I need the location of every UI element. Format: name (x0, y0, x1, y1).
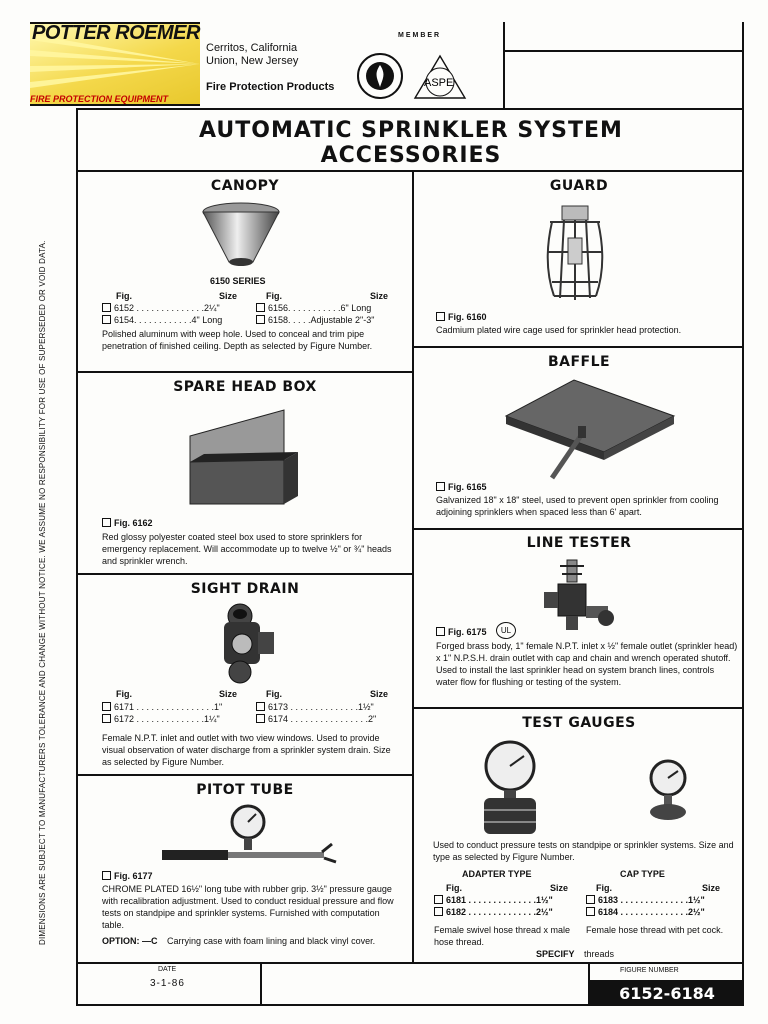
line-tester-fig: Fig. 6175 (436, 626, 487, 638)
gauge-row-6184: 6184 . . . . . . . . . . . . . .2½" (586, 906, 705, 918)
adapter-gauge-image (478, 740, 548, 838)
sight-drain-row-6174: 6174 . . . . . . . . . . . . . . . .2" (256, 713, 376, 725)
canopy-series: 6150 SERIES (210, 276, 266, 286)
specify-label: SPECIFY (536, 949, 575, 959)
test-gauges-title: TEST GAUGES (522, 715, 636, 731)
adapter-description: Female swivel hose thread x male hose thread. (434, 925, 571, 947)
sight-drain-size-header-2: Size (370, 689, 389, 699)
pitot-option-text: Carrying case with foam lining and black vinyl cover. (167, 936, 376, 946)
spare-head-box-title: SPARE HEAD BOX (173, 379, 317, 395)
guard-image (540, 198, 610, 303)
spare-head-box-description: Red glossy polyester coated steel box used to store sprinklers for emergency replacement. Will accommodate up to twelve ½" or ¾" heads and sprinkler wrench. (102, 532, 392, 566)
member-label: MEMBER (398, 32, 442, 39)
page-title-2: ACCESSORIES (320, 143, 502, 168)
spare-head-box-image (180, 406, 302, 510)
rule-left-1 (78, 371, 412, 373)
canopy-title: CANOPY (210, 178, 280, 194)
canopy-size-header-2: Size (370, 291, 389, 301)
rule-right-3 (414, 707, 744, 709)
sight-drain-row-6173: 6173 . . . . . . . . . . . . . .1½" (256, 701, 374, 713)
cap-description: Female hose thread with pet cock. (586, 925, 724, 935)
company-name: POTTER ROEMER (32, 22, 200, 44)
cap-gauge-image (644, 758, 692, 822)
cap-type-heading: CAP TYPE (620, 869, 665, 879)
gauge-row-6181: 6181 . . . . . . . . . . . . . .1½" (434, 894, 553, 906)
footer-divider-1 (260, 962, 262, 1006)
sight-drain-title: SIGHT DRAIN (190, 581, 300, 597)
member-seals (355, 52, 485, 102)
company-tagline: FIRE PROTECTION EQUIPMENT (30, 94, 169, 104)
gauges-fig-header: Fig. (446, 883, 462, 893)
line-tester-image (540, 556, 620, 636)
sight-drain-row-6171: 6171 . . . . . . . . . . . . . . . .1" (102, 701, 222, 713)
test-gauges-description: Used to conduct pressure tests on standpipe or sprinkler systems. Size and type as selected by Figure Number. (433, 840, 734, 862)
canopy-row-6152: 6152 . . . . . . . . . . . . . .2¼" (102, 302, 220, 314)
ul-listed-badge: UL (496, 622, 516, 639)
title-rule (76, 170, 744, 172)
pitot-tube-title: PITOT TUBE (196, 782, 294, 798)
products-label: Fire Protection Products (206, 81, 335, 93)
rule-right-2 (414, 528, 744, 530)
gauge-row-6182: 6182 . . . . . . . . . . . . . .2½" (434, 906, 553, 918)
address-line-2: Union, New Jersey (206, 55, 299, 67)
header-right-border (742, 22, 744, 110)
guard-description: Cadmium plated wire cage used for sprinkler head protection. (436, 325, 682, 335)
line-tester-description: Forged brass body, 1" female N.P.T. inlet x ½" female outlet (sprinkler head) x 1" N.P.S.H. drain outlet with cap and chain and wrench operated shutoff. Used to install the last sprinkler head on system branch lines, controls water flow for flushing or testing of the system. (436, 641, 738, 687)
sight-drain-description: Female N.P.T. inlet and outlet with two view windows. Used to provide visual observation of water discharge from a sprinkler system drain. Size as selected by Figure Number. (102, 733, 391, 767)
date-value: 3-1-86 (150, 978, 185, 989)
date-label: DATE (158, 966, 177, 973)
figure-number-range: 6152-6184 (590, 980, 744, 1006)
canopy-fig-header: Fig. (116, 291, 132, 301)
sight-drain-size-header: Size (219, 689, 238, 699)
canopy-size-header: Size (219, 291, 238, 301)
sight-drain-image (210, 602, 280, 684)
gauge-row-6183: 6183 . . . . . . . . . . . . . .1½" (586, 894, 705, 906)
pitot-option-label: OPTION: —C (102, 936, 158, 946)
pitot-tube-description: CHROME PLATED 16½" long tube with rubber grip. 3½" pressure gauge with recalibration adjustment. Used to conduct residual pressure and flow tests on standpipe and sprinkler systems. Furnished with computation table. (102, 884, 394, 930)
sight-drain-row-6172: 6172 . . . . . . . . . . . . . .1¼" (102, 713, 220, 725)
figure-number-label: FIGURE NUMBER (620, 967, 679, 974)
canopy-row-6158: 6158. . . . .Adjustable 2"-3" (256, 314, 374, 326)
rule-left-3 (78, 774, 412, 776)
sight-drain-fig-header-2: Fig. (266, 689, 282, 699)
baffle-fig: Fig. 6165 (436, 481, 487, 493)
gauges-size-header-2: Size (702, 883, 721, 893)
gauges-size-header: Size (550, 883, 569, 893)
guard-title: GUARD (549, 178, 609, 194)
side-notice: DIMENSIONS ARE SUBJECT TO MANUFACTURERS TOLERANCE AND CHANGE WITHOUT NOTICE. WE ASSUME NO RESPONSIBILITY FOR USE OF SUPERSEDED OR VOID DATA. (38, 240, 47, 945)
threads-label: threads (584, 949, 615, 959)
canopy-row-6156: 6156. . . . . . . . . . .6" Long (256, 302, 371, 314)
spare-head-box-fig: Fig. 6162 (102, 517, 153, 529)
header-rule (503, 50, 744, 52)
guard-fig: Fig. 6160 (436, 311, 487, 323)
rule-right-1 (414, 346, 744, 348)
baffle-title: BAFFLE (547, 354, 611, 370)
address-line-1: Cerritos, California (206, 42, 298, 54)
baffle-image (500, 374, 680, 480)
aspe-label: ASPE (424, 77, 454, 89)
header-divider (503, 22, 505, 110)
rule-left-2 (78, 573, 412, 575)
adapter-type-heading: ADAPTER TYPE (462, 869, 532, 879)
canopy-description: Polished aluminum with weep hole. Used to conceal and trim pipe penetration of finished ceiling. Depth as selected by Figure Number. (102, 329, 373, 351)
baffle-description: Galvanized 18" x 18" steel, used to prevent open sprinkler from cooling adjoining sprinklers when spaced less than 6' apart. (436, 495, 719, 517)
sight-drain-fig-header: Fig. (116, 689, 132, 699)
gauges-fig-header-2: Fig. (596, 883, 612, 893)
pitot-tube-fig: Fig. 6177 (102, 870, 153, 882)
canopy-row-6154: 6154. . . . . . . . . . . .4" Long (102, 314, 222, 326)
page-title: AUTOMATIC SPRINKLER SYSTEM (199, 118, 623, 143)
pitot-tube-image (156, 802, 342, 868)
column-divider (412, 170, 414, 964)
line-tester-title: LINE TESTER (526, 535, 632, 551)
canopy-fig-header-2: Fig. (266, 291, 282, 301)
canopy-image (196, 200, 286, 272)
